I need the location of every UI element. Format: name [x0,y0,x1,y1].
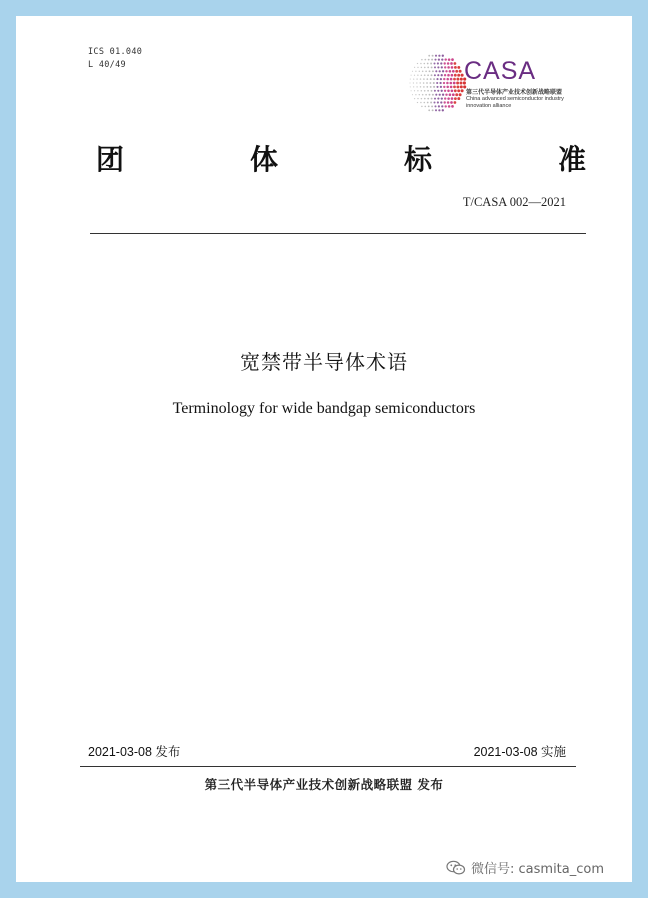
watermark-text: 微信号: casmita_com [471,862,605,877]
standard-type-char: 团 [96,143,125,176]
wechat-watermark [446,858,604,877]
ics-code-block [88,46,142,72]
standard-type-heading [96,138,586,178]
classification-code: L 40/49 [88,60,126,70]
top-divider [90,233,586,234]
wechat-icon [446,860,466,876]
implementation-date: 2021-03-08 实施 [473,745,566,759]
standard-type-char: 标 [403,143,432,176]
document-title-cn: 宽禁带半导体术语 [240,350,408,374]
ics-code: ICS 01.040 [88,47,143,57]
standard-type-char: 体 [249,143,278,176]
document-title-en: Terminology for wide bandgap semiconductors [172,400,476,417]
logo-subtitle-en: China advanced semiconductor industry innovation alliance [466,96,564,109]
bottom-divider [80,766,576,767]
casa-globe-icon [404,50,470,116]
logo-subtitle-cn: 第三代半导体产业技术创新战略联盟 [466,89,563,96]
document-page [16,16,632,882]
publish-date: 2021-03-08 发布 [88,745,181,759]
logo-wordmark: CASA [464,57,537,85]
publisher-line: 第三代半导体产业技术创新战略联盟 发布 [204,777,444,792]
standard-number: T/CASA 002—2021 [462,195,566,209]
casa-logo [404,48,604,118]
standard-type-char: 准 [557,143,586,176]
